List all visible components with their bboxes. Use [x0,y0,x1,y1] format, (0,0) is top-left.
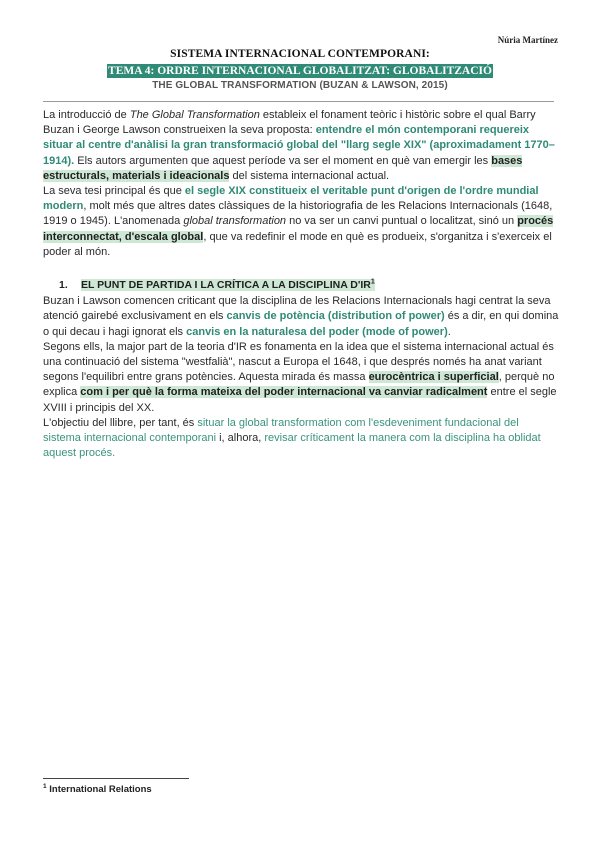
text-run: L'objectiu del llibre, per tant, és [43,416,198,429]
footnote-text: International Relations [46,784,152,795]
highlight-text: eurocèntrica i superficial [368,371,499,384]
section-paragraph-3 [43,416,559,462]
text-run: , perquè no explica [43,371,555,399]
footnote-mark: 1 [43,782,47,790]
topic-title: TEMA 4: ORDRE INTERNACIONAL GLOBALITZAT: GLOBALITZACIÓ [108,65,492,77]
intro-paragraph-1 [43,108,559,184]
section-1 [43,278,559,461]
key-thesis-text: el segle XIX constitueix el veritable punt d'origen de l'ordre mundial modern [43,185,539,213]
objective-text: revisar críticament la manera com la disciplina ha oblidat aquest procés. [43,432,541,460]
document-title: SISTEMA INTERNACIONAL CONTEMPORANI: [170,48,430,60]
text-run: no va ser un canvi puntual o localitzat, sinó un [286,215,518,228]
text-run: estableix el fonament teòric i històric sobre el qual Barry Buzan i George Lawson construeixen la seva proposta: [43,109,536,137]
text-run: , que va redefinir el mode en què es produeix, s'organitza i s'exerceix el poder al món. [43,230,552,258]
text-run: La seva tesi principal és que [43,185,185,198]
title-divider [43,101,554,102]
source-title: THE GLOBAL TRANSFORMATION (BUZAN & LAWSON, 2015) [152,80,448,91]
section-number: 1. [59,279,68,291]
book-title: The Global Transformation [129,109,260,121]
intro-paragraph-2 [43,184,559,260]
text-run: i, alhora, [216,432,265,445]
section-paragraph-1 [43,294,559,340]
section-title: EL PUNT DE PARTIDA I LA CRÍTICA A LA DISCIPLINA D'IR [81,279,371,291]
key-term-text: canvis de potència (distribution of power) [226,310,445,323]
text-run: . [447,325,451,338]
highlight-text: com i per què la forma mateixa del poder internacional va canviar radicalment [80,386,488,399]
title-block [43,47,557,93]
key-thesis-text: entendre el món contemporani requereix situar al centre d'anàlisi la gran transformació global del "llarg segle XIX" (aproximadament 1770–1914). [43,124,555,167]
author-name: Núria Martínez [497,35,558,45]
key-term-text: canvis en la naturalesa del poder (mode of power) [186,325,448,338]
highlight-text: bases estructurals, materials i ideacionals [43,154,523,182]
text-run: Els autors argumenten que aquest període va ser el moment en què van emergir les [74,154,492,167]
text-run: Buzan i Lawson comencen criticant que la disciplina de les Relacions Internacionals hagi centrat la seva atenció gairebé exclusivament en els [43,295,551,323]
italic-term: global transformation [183,215,287,228]
text-run: , molt més que altres dates clàssiques de la historiografia de les Relacions Internacionals (1648, 1919 o 1945). L'anomenada [43,200,553,228]
highlight-text: procés interconnectat, d'escala global [43,215,554,243]
objective-text: situar la global transformation com l'esdeveniment fundacional del sistema internacional contemporani [43,416,519,445]
footnote-reference[interactable]: 1 [370,278,375,286]
footnote [43,784,152,795]
footnote-divider [43,778,189,779]
text-run: La introducció de [43,109,130,121]
intro-section [43,108,559,260]
section-paragraph-2 [43,340,559,416]
section-heading [43,278,559,293]
text-run: és a dir, en qui domina o qui decau i hagi ignorat els [43,310,559,338]
text-run: Segons ells, la major part de la teoria d'IR es fonamenta en la idea que el sistema internacional actual és una continuació del sistema "westfalià", nascut a Europa el 1648, i que després només ha anat variant segons l'equilibri entre grans potències. Aquesta mirada és massa [43,340,554,384]
text-run: del sistema internacional actual. [229,169,390,182]
text-run: entre el segle XVIII i principis del XX. [43,386,557,414]
